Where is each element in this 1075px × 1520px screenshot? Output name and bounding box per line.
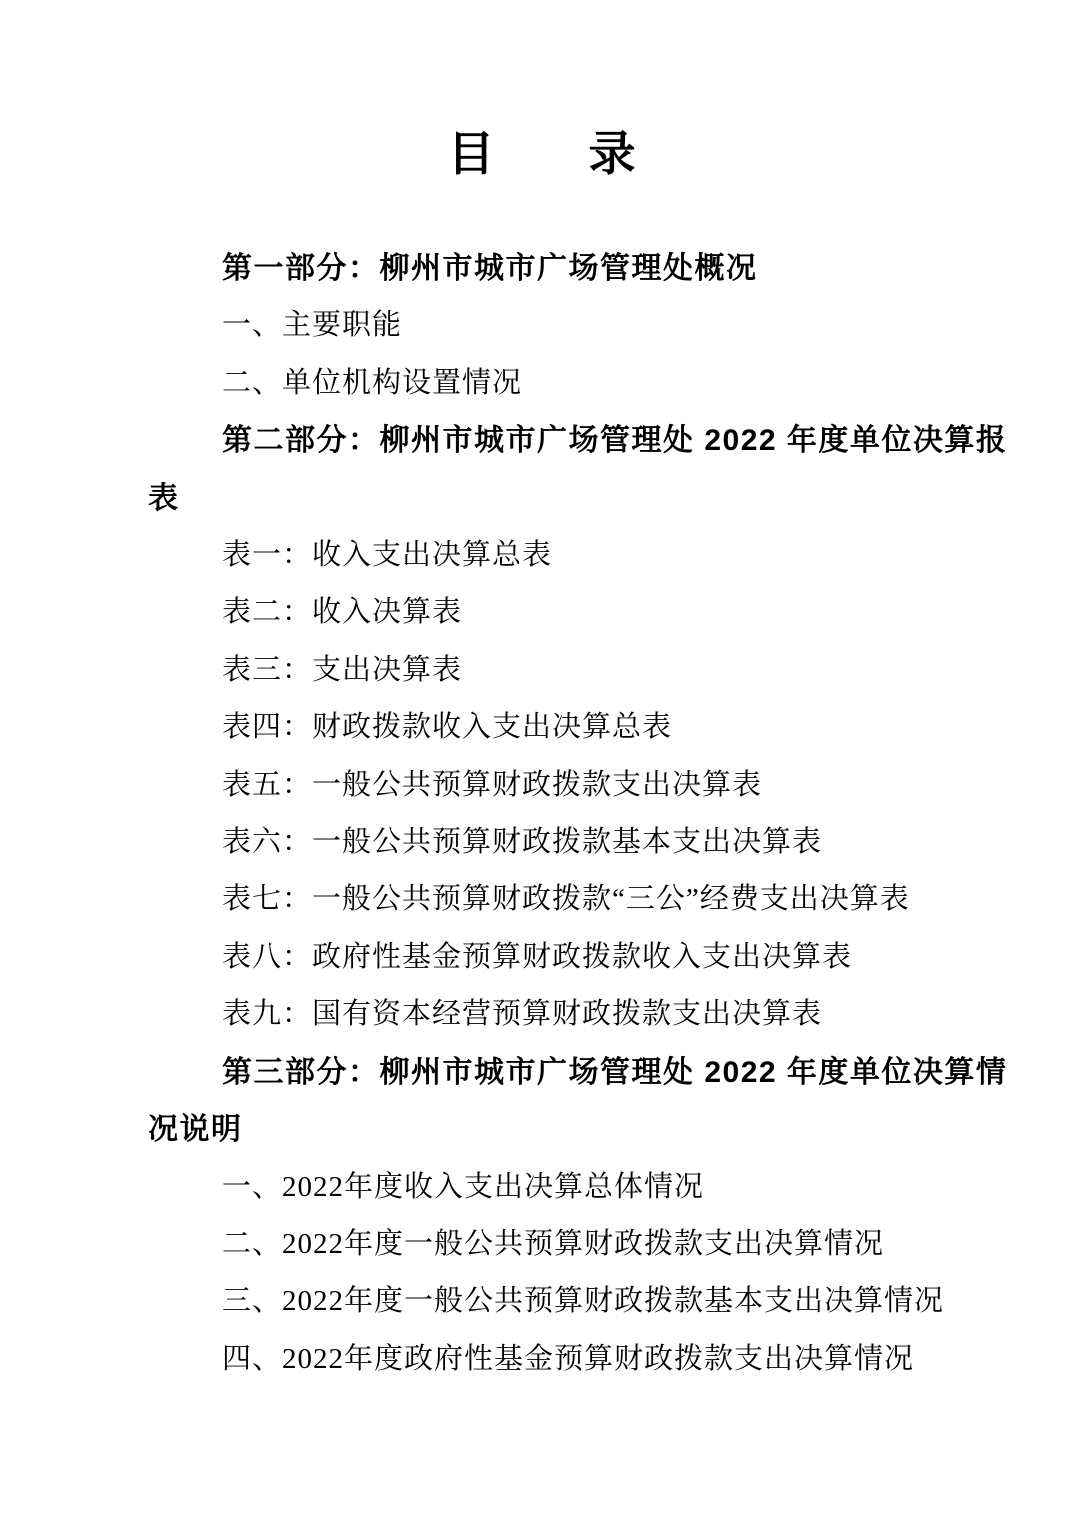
- toc-part-heading: 第二部分：柳州市城市广场管理处 2022 年度单位决算报: [222, 424, 1008, 458]
- toc-item: 表一：收入支出决算总表: [222, 539, 553, 572]
- toc-item: 一、主要职能: [222, 309, 403, 342]
- toc-part-heading-continuation: 况说明: [148, 1113, 243, 1147]
- toc-item: 表五：一般公共预算财政拨款支出决算表: [222, 768, 763, 801]
- toc-item: 一、2022年度收入支出决算总体情况: [222, 1170, 705, 1203]
- toc-item: 表六：一般公共预算财政拨款基本支出决算表: [222, 826, 823, 859]
- table-of-contents: [148, 240, 1008, 1388]
- toc-item: 表八：政府性基金预算财政拨款收入支出决算表: [222, 940, 853, 973]
- toc-item: 三、2022年度一般公共预算财政拨款基本支出决算情况: [222, 1285, 945, 1318]
- toc-item: 表二：收入决算表: [222, 596, 463, 629]
- toc-part-heading: 第三部分：柳州市城市广场管理处 2022 年度单位决算情: [222, 1055, 1008, 1089]
- toc-item: 表九：国有资本经营预算财政拨款支出决算表: [222, 998, 823, 1031]
- toc-item: 四、2022年度政府性基金预算财政拨款支出决算情况: [222, 1342, 915, 1375]
- toc-part-heading-continuation: 表: [148, 481, 180, 515]
- toc-item: 二、2022年度一般公共预算财政拨款支出决算情况: [222, 1227, 885, 1260]
- page-title: 目 录: [447, 127, 636, 180]
- toc-item: 表七：一般公共预算财政拨款“三公”经费支出决算表: [222, 883, 910, 916]
- toc-part-heading: 第一部分：柳州市城市广场管理处概况: [222, 252, 758, 285]
- toc-item: 表三：支出决算表: [222, 653, 463, 686]
- toc-item: 表四：财政拨款收入支出决算总表: [222, 711, 673, 744]
- toc-item: 二、单位机构设置情况: [222, 366, 523, 399]
